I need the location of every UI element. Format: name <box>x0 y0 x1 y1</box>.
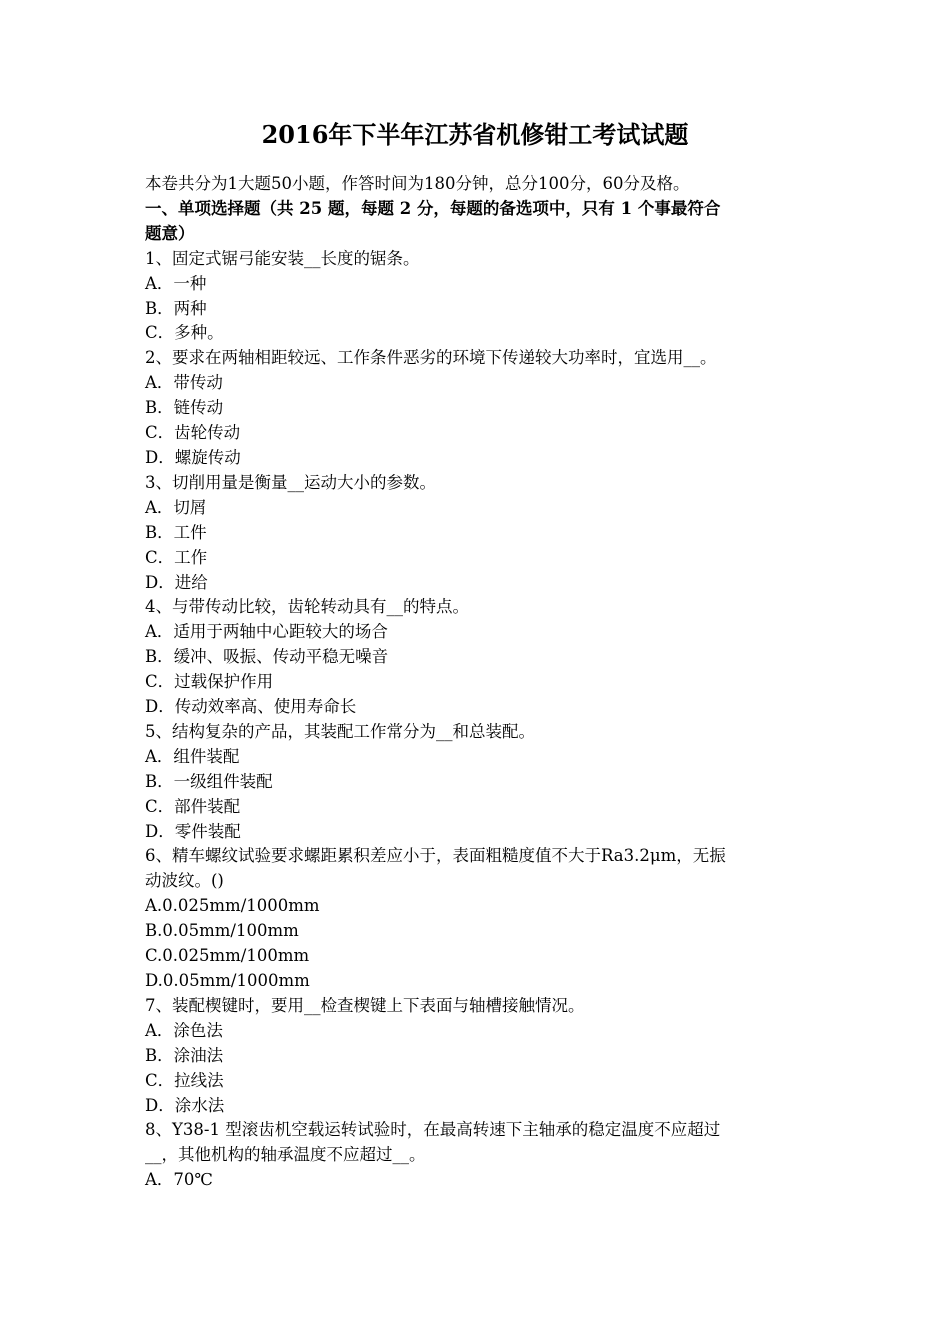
question-stem-continued: __，其他机构的轴承温度不应超过__。 <box>145 1145 426 1165</box>
question-stem-continued: 动波纹。() <box>145 871 224 891</box>
question-stem: 7、装配楔键时，要用__检查楔键上下表面与轴槽接触情况。 <box>145 995 585 1015</box>
option-b: B．缓冲、吸振、传动平稳无噪音 <box>145 647 389 667</box>
option-a: A．涂色法 <box>145 1020 223 1040</box>
question-6 <box>145 844 810 993</box>
option-d: D．螺旋传动 <box>145 447 241 467</box>
option-b: B．两种 <box>145 298 207 318</box>
question-2 <box>145 346 810 471</box>
option-c: C．部件装配 <box>145 796 241 816</box>
option-b: B.0.05mm/100mm <box>145 921 299 941</box>
option-d: D．零件装配 <box>145 821 241 841</box>
question-5 <box>145 720 810 845</box>
option-c: C．过载保护作用 <box>145 672 274 692</box>
option-c: C．拉线法 <box>145 1070 224 1090</box>
question-stem: 1、固定式锯弓能安装__长度的锯条。 <box>145 248 420 268</box>
section-heading-continued: 题意） <box>145 223 195 243</box>
option-a: A．适用于两轴中心距较大的场合 <box>145 622 388 642</box>
option-c: C．多种。 <box>145 323 224 343</box>
option-a: A．组件装配 <box>145 746 240 766</box>
option-d: D．传动效率高、使用寿命长 <box>145 697 357 717</box>
question-8 <box>145 1118 810 1193</box>
option-d: D.0.05mm/1000mm <box>145 971 310 990</box>
option-c: C.0.025mm/100mm <box>145 946 310 966</box>
question-stem: 3、切削用量是衡量__运动大小的参数。 <box>145 472 436 492</box>
option-d: D．进给 <box>145 572 208 592</box>
option-b: B．链传动 <box>145 398 224 418</box>
option-a: A．带传动 <box>145 373 223 393</box>
question-stem: 6、精车螺纹试验要求螺距累积差应小于，表面粗糙度值不大于Ra3.2μm，无振 <box>145 846 726 866</box>
document-body <box>145 172 810 1193</box>
option-c: C．工作 <box>145 547 208 567</box>
option-d: D．涂水法 <box>145 1095 225 1115</box>
question-3 <box>145 471 810 596</box>
document-title: 2016年下半年江苏省机修钳工考试试题 <box>261 120 689 149</box>
question-stem: 2、要求在两轴相距较远、工作条件恶劣的环境下传递较大功率时，宜选用__。 <box>145 348 717 368</box>
question-4 <box>145 595 810 720</box>
option-a: A．70℃ <box>145 1170 213 1190</box>
section-heading: 一、单项选择题（共 25 题，每题 2 分，每题的备选项中，只有 1 个事最符合 <box>145 198 721 218</box>
option-a: A．一种 <box>145 273 207 293</box>
option-a: A.0.025mm/1000mm <box>145 896 320 916</box>
option-a: A．切屑 <box>145 497 207 517</box>
option-c: C．齿轮传动 <box>145 423 241 443</box>
option-b: B．一级组件装配 <box>145 771 273 791</box>
question-1 <box>145 247 810 347</box>
question-stem: 5、结构复杂的产品，其装配工作常分为__和总装配。 <box>145 721 535 741</box>
question-stem: 8、Y38-1 型滚齿机空载运转试验时，在最高转速下主轴承的稳定温度不应超过 <box>145 1120 721 1140</box>
question-stem: 4、与带传动比较，齿轮转动具有__的特点。 <box>145 597 469 617</box>
option-b: B．工件 <box>145 522 207 542</box>
option-b: B．涂油法 <box>145 1045 224 1065</box>
exam-intro: 本卷共分为1大题50小题，作答时间为180分钟，总分100分，60分及格。 <box>145 174 690 193</box>
question-7 <box>145 994 810 1119</box>
